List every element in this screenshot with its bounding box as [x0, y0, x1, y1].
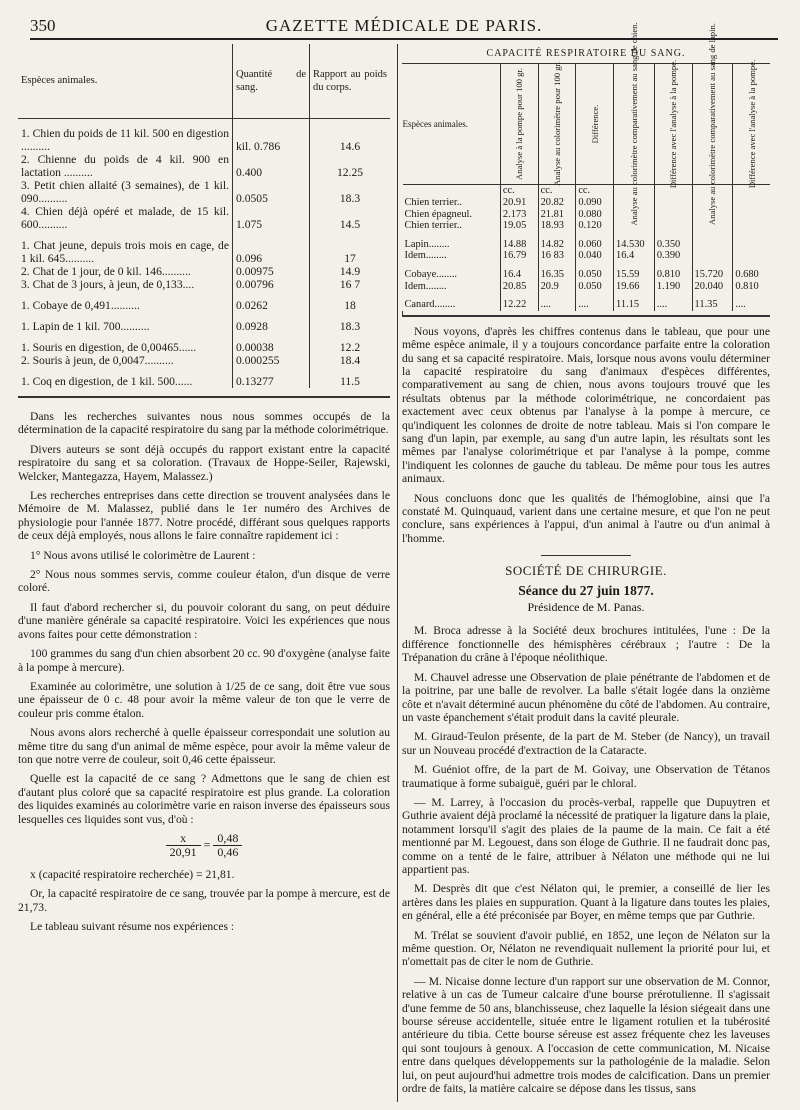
table-gap-row	[18, 312, 390, 320]
table-cell	[733, 250, 770, 262]
paragraph: Nous avons alors recherché à quelle épaisseur correspondait une solution au même titre du sang d'un animal de même espèce, pour avoir la même valeur de ton que notre verre de couleur, soit 0,46 cette épaisseur.	[18, 726, 390, 766]
table-row	[403, 239, 771, 251]
table-cell	[18, 119, 233, 128]
table-row	[18, 127, 390, 153]
table-cell: 14.9	[310, 265, 391, 278]
table-cell: 18.4	[310, 354, 391, 367]
table-row	[18, 341, 390, 354]
rotated-header-label: Analyse au colorimètre pour 100 gr.	[551, 62, 562, 187]
rotated-header-label: Différence avec l'analyse à la pompe.	[668, 60, 679, 189]
session-heading: Séance du 27 juin 1877.	[518, 582, 654, 598]
table-cell	[614, 232, 655, 239]
table-cell	[18, 333, 233, 341]
table-cell: Canard........	[404, 299, 456, 311]
blood-quantity-table	[18, 44, 390, 398]
table-cell	[654, 209, 692, 221]
section-title: SOCIÉTÉ DE CHIRURGIE.	[505, 563, 667, 579]
table-cell: 16.79	[500, 250, 538, 262]
table-cell	[233, 333, 310, 341]
table-cell	[538, 232, 576, 239]
table-cell: 20.9	[538, 281, 576, 293]
table-cell	[692, 292, 733, 299]
table-cell	[654, 292, 692, 299]
paragraph: Divers auteurs se sont déjà occupés du rapport existant entre la capacité respiratoire du sang et sa coloration. (Travaux de Hoppe-Seiler, Rajewski, Welcker, Mantegazza, Hayem, Malassez.)	[18, 442, 390, 483]
table-cell: 0.810	[654, 269, 692, 281]
numerator: 0,48	[213, 832, 242, 846]
rotated-header-label: Analyse au colorimètre comparativement au sang de lapin.	[707, 23, 718, 226]
table-cell: 16 7	[310, 278, 391, 291]
table-cell	[692, 250, 733, 262]
table-cell	[310, 367, 391, 375]
table-cell	[576, 232, 614, 239]
table-cell	[18, 231, 233, 239]
table-cell	[538, 292, 576, 299]
table-cell	[403, 185, 501, 197]
table-header-cell	[692, 23, 733, 226]
table-cell	[692, 232, 733, 239]
table-cell: 2.173	[500, 209, 538, 221]
left-column	[18, 44, 390, 939]
table-row	[18, 354, 390, 367]
table-row	[403, 299, 771, 311]
table-gap-row	[18, 291, 390, 299]
paragraph: 1° Nous avons utilisé le colorimètre de Laurent :	[30, 548, 256, 562]
paragraph: Quelle est la capacité de ce sang ? Admettons que le sang de chien est d'autant plus coloré que sa capacité respiratoire est plus grande. La coloration des liquides examinés au colorimètre varie en raison inverse des épaisseurs sous lesquelles ces liquides sont vus, d'où :	[18, 772, 390, 826]
table-header-cell	[733, 60, 770, 189]
table-cell	[654, 220, 692, 232]
table-cell: 18	[310, 299, 391, 312]
table-cell: 16.35	[538, 269, 576, 281]
rotated-header-label: Analyse à la pompe pour 100 gr.	[514, 68, 525, 181]
table-cell: 14.82	[538, 239, 576, 251]
table-cell: 17	[310, 239, 391, 265]
table-row	[18, 205, 390, 231]
table-cell	[310, 333, 391, 341]
table-cell: 0.13277	[233, 375, 310, 388]
paragraph: Il faut d'abord rechercher si, du pouvoir colorant du sang, on peut déduire d'une manière générale sa capacité respiratoire. Voici les expériences que nous avons faites pour cette démonstration :	[18, 600, 390, 641]
table-caption: CAPACITÉ RESPIRATOIRE DU SANG.	[402, 44, 770, 64]
table-cell	[538, 262, 576, 269]
table-cell	[733, 197, 770, 209]
table-header-cell: Espèces animales.	[18, 44, 233, 119]
table-cell	[500, 262, 538, 269]
table-cell: 14.88	[500, 239, 538, 251]
table-cell: 16 83	[538, 250, 576, 262]
table-gap-row	[18, 119, 390, 128]
table-cell: 20.85	[500, 281, 538, 293]
table-cell: 0.096	[233, 239, 310, 265]
table-cell	[692, 262, 733, 269]
table-cell: 14.5	[310, 205, 391, 231]
table-cell	[233, 119, 310, 128]
paragraph: Nous concluons donc que les qualités de l'hémoglobine, ainsi que l'a constaté M. Quinquaud, varient dans une certaine mesure, et que l'on ne peut conclure, sans expériences à l'appui, d'un animal à l'autre ou d'un animal à l'homme.	[402, 491, 770, 545]
table-cell	[654, 262, 692, 269]
table-cell	[403, 292, 501, 299]
table-header-cell	[654, 60, 692, 189]
table-cell	[310, 231, 391, 239]
column-divider	[397, 44, 398, 1102]
table-cell: 20.82	[538, 197, 576, 209]
table-cell	[18, 291, 233, 299]
paragraph: Nous voyons, d'après les chiffres contenus dans le tableau, que pour une même espèce animale, il y a toujours concordance parfaite entre la coloration du sang et sa capacité respiratoire. Mais, lorsque nous avons voulu déterminer la capacité respiratoire du sang d'animaux d'espèces différentes, comparativement au sang de chien, nous avons toujours trouvé que les résultats obtenus par la méthode colorimétrique, ne concordaient pas exactement avec ceux obtenus par l'analyse à la pompe à mercure, ce qu'indiquent les colonnes de droite de notre tableau. Mais si l'on compare le sang d'un lapin, par exemple, au sang d'un autre lapin, les résultats sont les mêmes par l'analyse colorimétrique et par l'analyse à la pompe, comme l'indiquent les colonnes de gauche du tableau. De même pour tous les autres animaux.	[402, 324, 770, 486]
table-cell: ....	[538, 299, 576, 311]
table-row	[403, 281, 771, 293]
table-cell: 12.22	[500, 299, 538, 311]
table-gap-row	[403, 232, 771, 239]
table-cell	[18, 367, 233, 375]
table-cell: 16.4	[500, 269, 538, 281]
table-cell	[733, 220, 770, 232]
page-number: 350	[30, 16, 56, 35]
table-header-cell	[500, 64, 538, 185]
table-cell	[310, 312, 391, 320]
table-row	[18, 239, 390, 265]
table-row	[18, 299, 390, 312]
table-cell	[654, 197, 692, 209]
table-cell: 3. Petit chien allaité (3 semaines), de 1 kil. 090..........	[21, 179, 229, 205]
table-cell: 0.090	[576, 197, 614, 209]
table-cell	[733, 239, 770, 251]
table-cell	[500, 232, 538, 239]
paragraph: 2° Nous nous sommes servis, comme couleur étalon, d'un disque de verre coloré.	[18, 568, 390, 595]
paragraph: — M. Larrey, à l'occasion du procès-verbal, rappelle que Dupuytren et Guthrie avaient déjà proclamé la nécessité de pratiquer la ligature dans la plaie, notamment lorsqu'il s'agit des plaies de la paume de la main. Ce fait a été mentionné par M. Legouest, dans son éloge de Guthrie. Il ne faudrait donc pas, comme on a tenté de le faire, attribuer à Nélaton une méthode qui ne lui appartient pas.	[402, 795, 770, 876]
table-cell: 15.720	[692, 269, 733, 281]
paragraph: M. Trélat se souvient d'avoir publié, en 1852, une leçon de Nélaton sur la même question. Or, Nélaton ne revendiquait nullement la priorité pour lui, et n'omettait pas de citer le nom de Guthrie.	[402, 928, 770, 969]
table-cell: 0.040	[576, 250, 614, 262]
table-cell	[310, 291, 391, 299]
paragraph: Le tableau suivant résume nos expériences :	[30, 920, 235, 933]
paragraph: M. Broca adresse à la Société deux brochures intitulées, l'une : De la différence fonctionnelle des hémisphères cérébraux ; l'autre : De la Trépanation du crâne à l'époque néolithique.	[402, 624, 770, 665]
table-row	[18, 265, 390, 278]
table-header-cell: Espèces animales.	[403, 64, 501, 185]
table-cell: 2. Chat de 1 jour, de 0 kil. 146..........	[21, 265, 191, 278]
table-cell	[310, 119, 391, 128]
table-cell: ....	[576, 299, 614, 311]
paragraph: M. Guéniot offre, de la part de M. Goivay, une Observation de Tétanos traumatique à forme subaiguë, guéri par le chloral.	[402, 763, 770, 790]
table-gap-row	[18, 367, 390, 375]
table-cell	[233, 367, 310, 375]
table-cell: 20.040	[692, 281, 733, 293]
table-cell: 1.190	[654, 281, 692, 293]
paragraph: Dans les recherches suivantes nous nous sommes occupés de la détermination de la capacité respiratoire du sang par la méthode colorimétrique.	[18, 410, 390, 437]
table-cell: Cobaye........	[404, 268, 458, 280]
table-cell: 1. Cobaye de 0,491..........	[21, 299, 140, 312]
table-cell: 11.5	[310, 375, 391, 388]
paragraph: Or, la capacité respiratoire de ce sang, trouvée par la pompe à mercure, est de 21,73.	[18, 887, 390, 914]
table-row	[18, 278, 390, 291]
separator-rule	[541, 555, 631, 556]
table-cell: 0.120	[576, 220, 614, 232]
table-cell: Chien épagneul.	[404, 208, 473, 220]
table-header-cell	[538, 64, 576, 185]
table-cell: 14.6	[310, 127, 391, 153]
table-cell	[18, 312, 233, 320]
paragraph: Les recherches entreprises dans cette direction se trouvent analysées dans le Mémoire de M. Malassez, publié dans le 1er numéro des Archives de physiologie pour l'année 1877. Notre procédé, différant sous quelques rapports de ceux déjà employés, nous allons le faire connaître rapidement ici :	[18, 489, 390, 543]
table-cell: 0.00038	[233, 341, 310, 354]
table-cell: 0.00796	[233, 278, 310, 291]
table-cell: cc.	[500, 185, 538, 197]
denominator: 0,46	[217, 845, 239, 860]
table-header-cell	[614, 22, 655, 227]
table-cell: 0.0262	[233, 299, 310, 312]
table-cell: 0.400	[233, 153, 310, 179]
presidency-line: Présidence de M. Panas.	[527, 600, 645, 615]
table-row	[403, 269, 771, 281]
table-cell: 15.59	[614, 269, 655, 281]
table-cell: 1. Souris en digestion, de 0,00465......	[21, 341, 197, 354]
table-cell: 1. Chien du poids de 11 kil. 500 en digestion ..........	[21, 127, 229, 153]
table-cell	[733, 232, 770, 239]
table-cell: 1. Chat jeune, depuis trois mois en cage, de 1 kil. 645..........	[21, 239, 229, 265]
table-cell: 0.810	[733, 281, 770, 293]
table-cell: 20.91	[500, 197, 538, 209]
table-cell: 1. Coq en digestion, de 1 kil. 500......	[21, 375, 193, 388]
table-cell: 12.25	[310, 153, 391, 179]
table-cell: 18.3	[310, 179, 391, 205]
table-cell: 0.390	[654, 250, 692, 262]
table-cell	[654, 232, 692, 239]
table-cell: 11.15	[614, 299, 655, 311]
paragraph: M. Chauvel adresse une Observation de plaie pénétrante de l'abdomen et de la poitrine, par une balle de revolver. La balle s'était logée dans la onzième côte et n'avait déterminé aucun phénomène du côté de l'abdomen. Au contraire, un vaste épanchement s'était produit dans la cavité pleurale.	[402, 670, 770, 724]
table-cell: 11.35	[692, 299, 733, 311]
numerator: x	[166, 832, 201, 846]
table-cell: 18.93	[538, 220, 576, 232]
table-cell	[576, 292, 614, 299]
table-cell	[500, 292, 538, 299]
table-cell: 0.000255	[233, 354, 310, 367]
right-column	[402, 22, 770, 1101]
table-header-cell	[576, 64, 614, 185]
table-cell	[233, 231, 310, 239]
paragraph: M. Giraud-Teulon présente, de la part de M. Steber (de Nancy), un travail sur un Nouveau procédé d'extraction de la Cataracte.	[402, 730, 770, 757]
paragraph: — M. Nicaise donne lecture d'un rapport sur une observation de M. Connor, relative à un cas de Tumeur calcaire d'une bourse prérotulienne. Il s'agissait d'une femme de 50 ans, blanchisseuse, chez laquelle la lésion siégeait dans une bourse séreuse accidentelle, située entre le ligament rotulien et la tubérosité antérieure du tibia. Cette bourse séreuse est assez fréquente chez les laveuses qui sont toujours à genoux. A l'occasion de cette communication, M. Nicaise entre dans quelques développements sur la pathologénie de la maladie. Selon lui, on peut aujourd'hui admettre trois modes de calcification. Dans un premier ordre de faits, la matière calcaire se dépose dans les tissus, sans	[402, 974, 770, 1096]
table-cell: 16.4	[614, 250, 655, 262]
table-header-cell: Quantité de sang.	[233, 44, 310, 119]
table-cell	[733, 292, 770, 299]
table-cell	[233, 312, 310, 320]
table-cell: ....	[654, 299, 692, 311]
table-cell	[576, 262, 614, 269]
rotated-header-label: Différence.	[589, 105, 600, 144]
paragraph: 100 grammes du sang d'un chien absorbent 20 cc. 90 d'oxygène (analyse faite à la pompe à mercure).	[18, 647, 390, 674]
table-cell: 19.66	[614, 281, 655, 293]
table-row	[18, 375, 390, 388]
table-gap-row	[403, 262, 771, 269]
table-cell: 4. Chien déjà opéré et malade, de 15 kil. 600..........	[21, 205, 229, 231]
table-cell: 0.050	[576, 281, 614, 293]
equation	[18, 832, 390, 860]
table-cell	[403, 232, 501, 239]
table-cell: 2. Souris à jeun, de 0,0047..........	[21, 354, 174, 367]
rotated-header-label: Différence avec l'analyse à la pompe.	[746, 60, 757, 189]
table-cell: 19.05	[500, 220, 538, 232]
running-header	[30, 14, 778, 40]
table-cell	[733, 209, 770, 221]
denominator: 20,91	[169, 845, 197, 860]
table-cell: 18.3	[310, 320, 391, 333]
rotated-header-label: Analyse au colorimètre comparativement au sang de chien.	[628, 22, 639, 227]
table-gap-row	[18, 231, 390, 239]
table-cell	[403, 262, 501, 269]
table-row	[18, 320, 390, 333]
table-cell: Idem........	[404, 280, 447, 292]
table-cell: 0.060	[576, 239, 614, 251]
table-cell: 0.080	[576, 209, 614, 221]
table-cell: 0.00975	[233, 265, 310, 278]
table-cell: 0.680	[733, 269, 770, 281]
paragraph: M. Desprès dit que c'est Nélaton qui, le premier, a conseillé de lier les artères dans les plaies en suppuration. Quant à la ligature dans toutes les plaies, en général, elle a été préconisée par Boyer, en même temps que par Guthrie.	[402, 882, 770, 923]
table-cell: 2. Chienne du poids de 4 kil. 900 en lactation ..........	[21, 153, 229, 179]
table-cell: 0.0505	[233, 179, 310, 205]
table-cell	[733, 262, 770, 269]
table-cell: kil. 0.786	[233, 127, 310, 153]
table-cell: cc.	[576, 185, 614, 197]
table-cell: 1. Lapin de 1 kil. 700..........	[21, 320, 150, 333]
table-row	[403, 250, 771, 262]
table-header-cell: Rapport au poids du corps.	[310, 44, 391, 119]
table-cell: Idem........	[404, 250, 447, 262]
table-row	[18, 179, 390, 205]
table-cell: 14.530	[614, 239, 655, 251]
table-cell: 1.075	[233, 205, 310, 231]
table-cell: 0.050	[576, 269, 614, 281]
table-cell: Chien terrier..	[404, 197, 462, 208]
equals-sign: =	[203, 837, 211, 852]
table-cell	[692, 239, 733, 251]
table-cell: 0.350	[654, 239, 692, 251]
table-cell: ....	[733, 299, 770, 311]
paragraph: x (capacité respiratoire recherchée) = 21,81.	[30, 867, 235, 881]
table-gap-row	[403, 292, 771, 299]
journal-title: GAZETTE MÉDICALE DE PARIS.	[265, 16, 543, 35]
table-cell	[233, 291, 310, 299]
table-row	[18, 153, 390, 179]
table-cell	[614, 292, 655, 299]
table-cell: 12.2	[310, 341, 391, 354]
table-cell: Lapin........	[404, 238, 450, 250]
paragraph: Examinée au colorimètre, une solution à 1/25 de ce sang, doit être vue sous une épaisseur de 0 c. 48 pour avoir la même valeur de ton que le verre de couleur pris comme étalon.	[18, 679, 390, 720]
table-cell: Chien terrier..	[404, 220, 462, 232]
table-cell: 3. Chat de 3 jours, à jeun, de 0,133....	[21, 278, 195, 291]
table-cell: 0.0928	[233, 320, 310, 333]
table-cell	[614, 262, 655, 269]
table-gap-row	[18, 333, 390, 341]
table-cell: 21.81	[538, 209, 576, 221]
table-cell: cc.	[538, 185, 576, 197]
